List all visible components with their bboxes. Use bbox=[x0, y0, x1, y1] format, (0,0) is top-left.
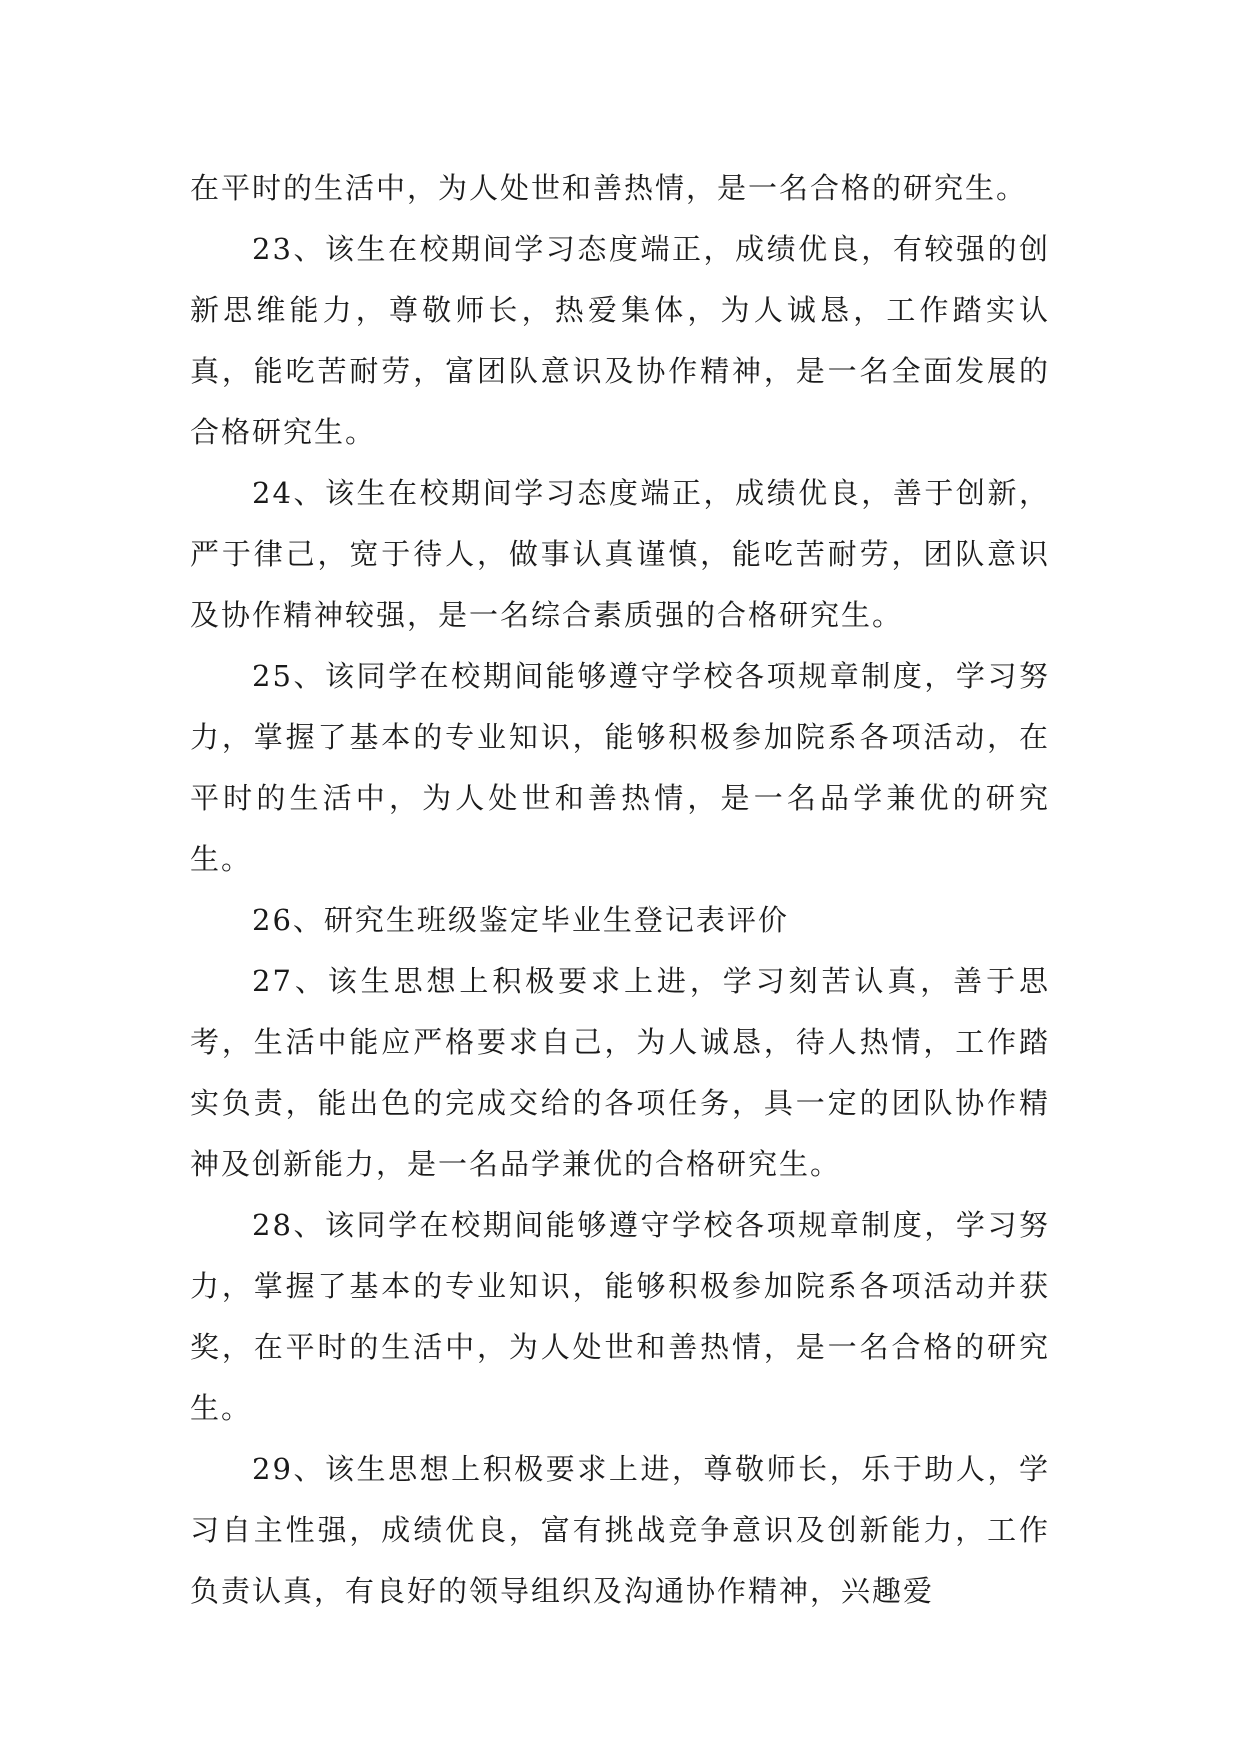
paragraph-29: 29、该生思想上积极要求上进，尊敬师长，乐于助人，学习自主性强，成绩优良，富有挑战竞争意识及创新能力，工作负责认真，有良好的领导组织及沟通协作精神，兴趣爱 bbox=[190, 1452, 1050, 1608]
document-body bbox=[190, 158, 1050, 1622]
paragraph-26: 26、研究生班级鉴定毕业生登记表评价 bbox=[252, 903, 789, 937]
paragraph-24: 24、该生在校期间学习态度端正，成绩优良，善于创新，严于律己，宽于待人，做事认真谨慎，能吃苦耐劳，团队意识及协作精神较强，是一名综合素质强的合格研究生。 bbox=[190, 476, 1050, 632]
paragraph-23: 23、该生在校期间学习态度端正，成绩优良，有较强的创新思维能力，尊敬师长，热爱集体，为人诚恳，工作踏实认真，能吃苦耐劳，富团队意识及协作精神，是一名全面发展的合格研究生。 bbox=[190, 232, 1050, 449]
paragraph-continuation: 在平时的生活中，为人处世和善热情，是一名合格的研究生。 bbox=[190, 171, 1028, 205]
paragraph-25: 25、该同学在校期间能够遵守学校各项规章制度，学习努力，掌握了基本的专业知识，能够积极参加院系各项活动，在平时的生活中，为人处世和善热情，是一名品学兼优的研究生。 bbox=[190, 659, 1050, 876]
paragraph-28: 28、该同学在校期间能够遵守学校各项规章制度，学习努力，掌握了基本的专业知识，能够积极参加院系各项活动并获奖，在平时的生活中，为人处世和善热情，是一名合格的研究生。 bbox=[190, 1208, 1050, 1425]
paragraph-27: 27、该生思想上积极要求上进，学习刻苦认真，善于思考，生活中能应严格要求自己，为人诚恳，待人热情，工作踏实负责，能出色的完成交给的各项任务，具一定的团队协作精神及创新能力，是一名品学兼优的合格研究生。 bbox=[190, 964, 1050, 1181]
